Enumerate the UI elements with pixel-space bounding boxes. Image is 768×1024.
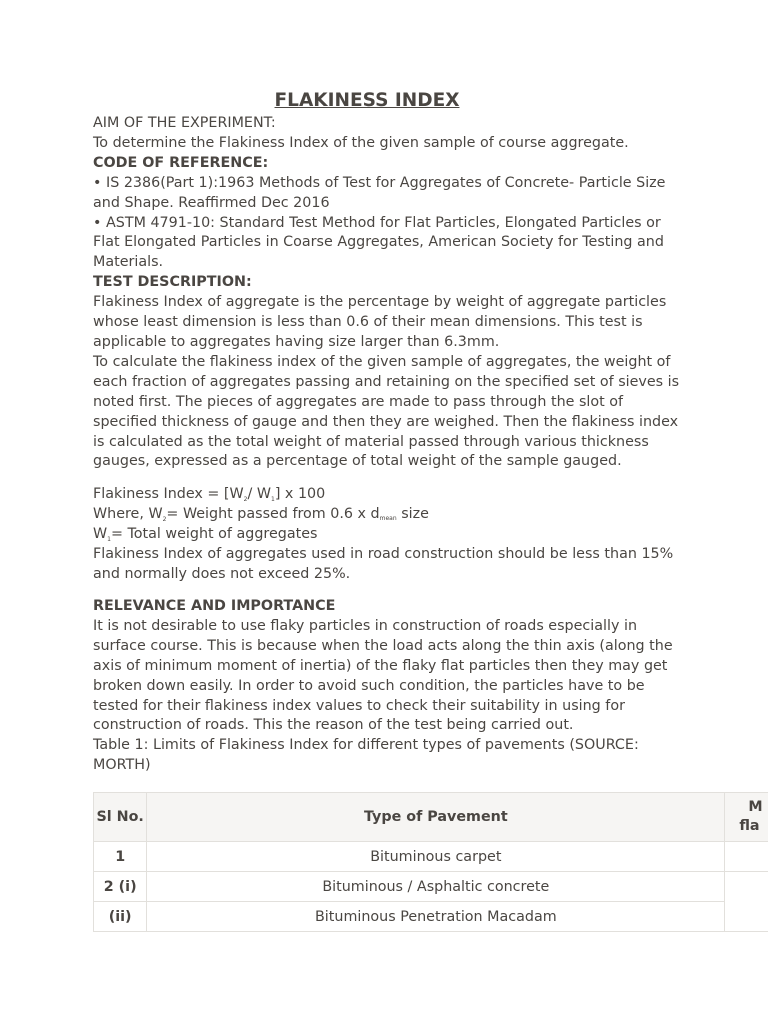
cell-pavement-type: Bituminous Penetration Macadam xyxy=(147,902,725,932)
cell-limit xyxy=(725,842,768,872)
limits-table xyxy=(93,792,768,932)
formula-text: / W xyxy=(247,485,271,502)
test-heading: TEST DESCRIPTION: xyxy=(93,274,252,291)
formula-text: Flakiness Index = [W xyxy=(93,485,244,502)
document-body xyxy=(93,88,688,776)
formula-text: size xyxy=(396,505,429,522)
header-max-flakiness-line2: fla xyxy=(739,818,760,834)
aim-text: To determine the Flakiness Index of the given sample of course aggregate. xyxy=(93,134,629,151)
table-row xyxy=(94,872,768,902)
cell-sl-no: 1 xyxy=(94,842,147,872)
cell-sl-no: (ii) xyxy=(94,902,147,932)
formula-line-4: Flakiness Index of aggregates used in road construction should be less than 15% and normally does not exceed 25%. xyxy=(93,545,674,582)
formula-text: Where, W xyxy=(93,505,163,522)
formula-subscript: 2 xyxy=(243,495,248,503)
test-paragraph-2: To calculate the flakiness index of the given sample of aggregates, the weight of each fraction of aggregates passing and retaining on the specified set of sieves is noted first. The pieces of aggregates are made to pass through the slot of specified thickness of gauge and then they are weighed. Then the flakiness index is calculated as the total weight of material passed through various thickness gauges, expressed as a percentage of total weight of the sample gauged. xyxy=(93,353,680,470)
table-row xyxy=(94,902,768,932)
code-item-1: • IS 2386(Part 1):1963 Methods of Test for Aggregates of Concrete- Particle Size and Shape. Reaffirmed Dec 2016 xyxy=(93,174,666,211)
formula-subscript: 2 xyxy=(162,515,167,523)
cell-limit xyxy=(725,872,768,932)
formula-text: ] x 100 xyxy=(274,485,326,502)
code-heading: CODE OF REFERENCE: xyxy=(93,154,269,171)
header-max-flakiness xyxy=(725,793,768,842)
table-row xyxy=(94,842,768,872)
limits-table-container xyxy=(93,792,768,932)
aim-heading: AIM OF THE EXPERIMENT: xyxy=(93,115,276,131)
table-caption: Table 1: Limits of Flakiness Index for different types of pavements (SOURCE: MORTH) xyxy=(93,737,639,774)
formula-subscript: 1 xyxy=(270,495,275,503)
formula-text: = Total weight of aggregates xyxy=(110,525,318,542)
header-max-flakiness-line1: M xyxy=(748,799,763,815)
code-item-2: • ASTM 4791-10: Standard Test Method for Flat Particles, Elongated Particles or Flat Elongated Particles in Coarse Aggregates, American Society for Testing and Materials. xyxy=(93,214,664,271)
cell-pavement-type: Bituminous / Asphaltic concrete xyxy=(147,872,725,902)
test-paragraph-1: Flakiness Index of aggregate is the percentage by weight of aggregate particles whose least dimension is less than 0.6 of their mean dimensions. This test is applicable to aggregates having size larger than 6.3mm. xyxy=(93,294,667,350)
relevance-heading: RELEVANCE AND IMPORTANCE xyxy=(93,598,336,615)
cell-sl-no: 2 (i) xyxy=(94,872,147,902)
formula-subscript: 1 xyxy=(107,535,111,543)
table-header-row xyxy=(94,793,768,842)
page-title: FLAKINESS INDEX xyxy=(274,90,460,111)
formula-line-2 xyxy=(93,505,688,525)
relevance-text: It is not desirable to use flaky particles in construction of roads especially in surface course. This is because when the load acts along the thin axis (along the axis of minimum moment of inertia) of the flaky flat particles then they may get broken down easily. In order to avoid such condition, the particles have to be tested for their flakiness index values to check their suitability in using for construction of roads. This the reason of the test being carried out. xyxy=(93,617,673,734)
cell-pavement-type: Bituminous carpet xyxy=(147,842,725,872)
formula-line-1 xyxy=(93,485,688,505)
formula-line-3 xyxy=(93,525,688,545)
formula-subscript: mean xyxy=(379,514,397,522)
header-type-of-pavement: Type of Pavement xyxy=(147,793,725,842)
formula-text: W xyxy=(93,525,108,542)
header-sl-no: Sl No. xyxy=(94,793,147,842)
formula-text: = Weight passed from 0.6 x d xyxy=(166,505,380,522)
